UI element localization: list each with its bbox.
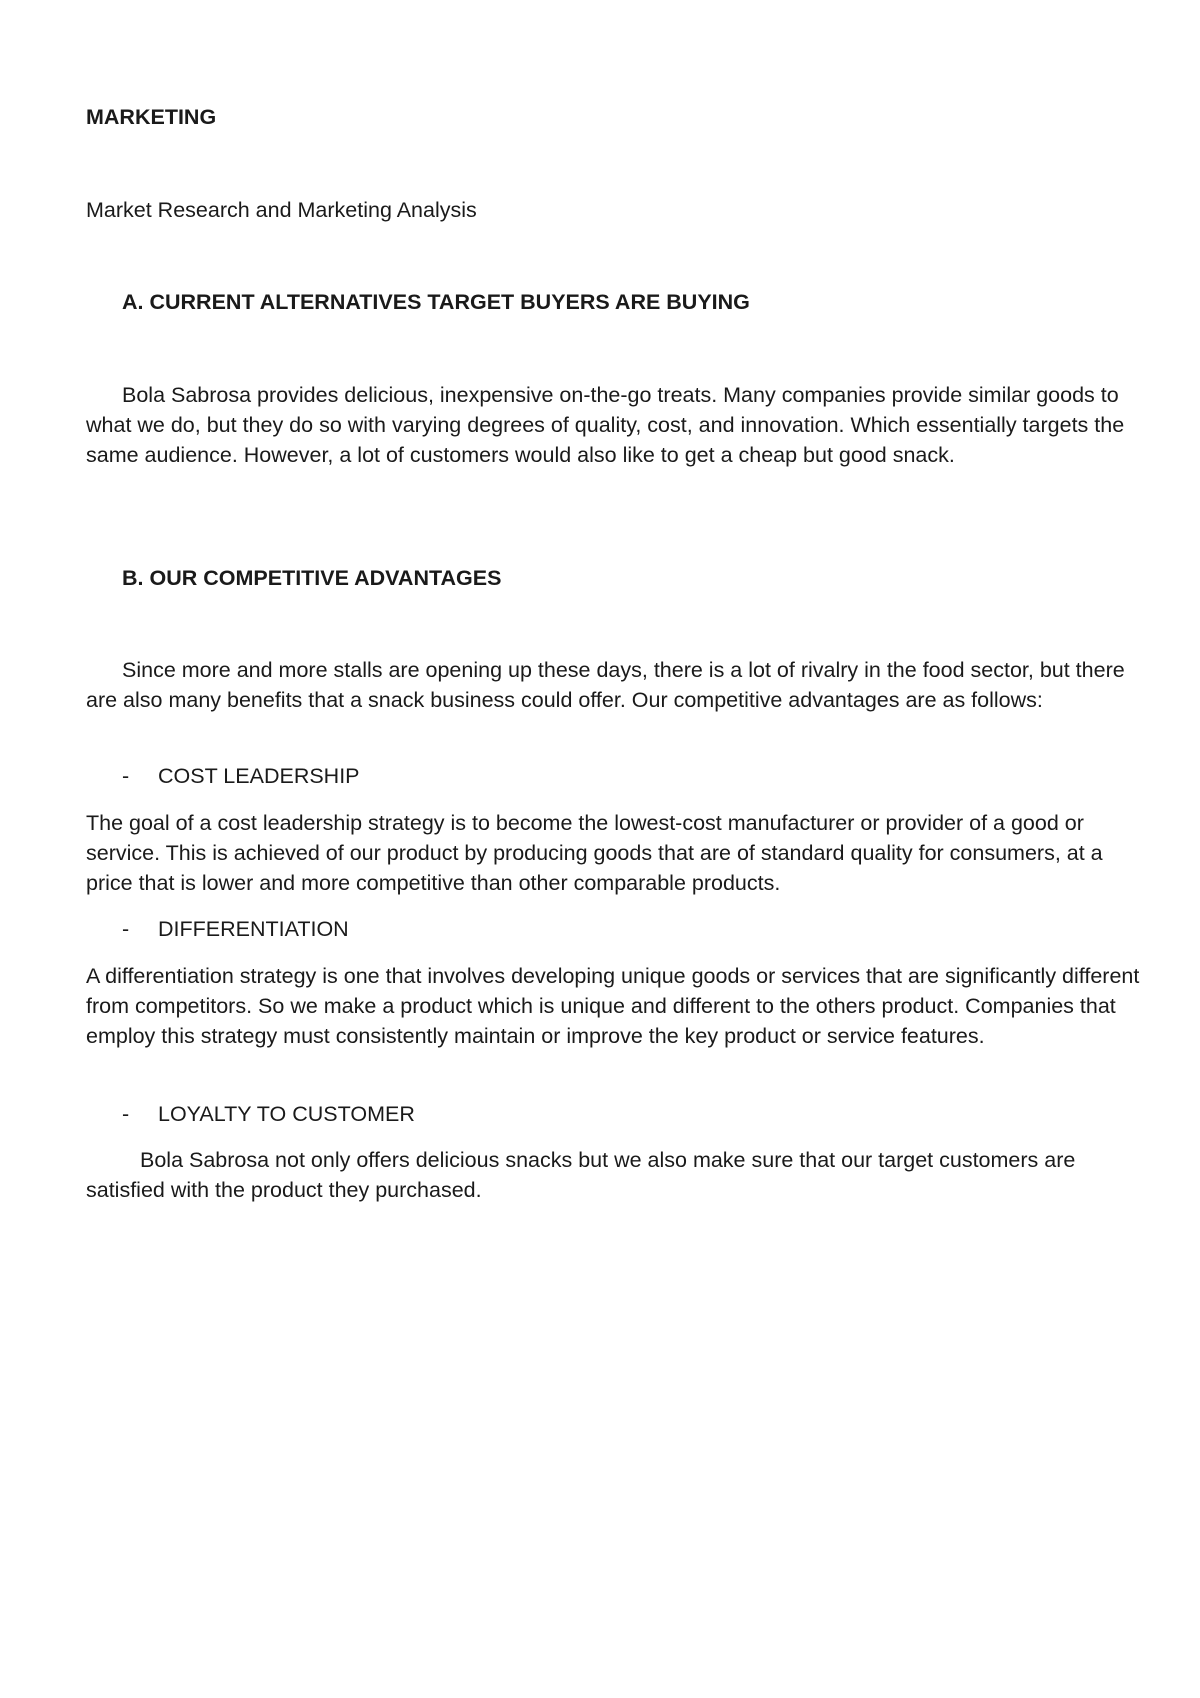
differentiation-body: A differentiation strategy is one that involves developing unique goods or services that are significantly different from competitors. So we make a product which is unique and different to the others product. Companies that employ this strategy must consistently maintain or improve the key product or service features. — [86, 964, 1140, 1048]
loyalty-to-customer-body: Bola Sabrosa not only offers delicious snacks but we also make sure that our target customers are satisfied with the product they purchased. — [86, 1148, 1076, 1202]
bullet-differentiation — [122, 914, 1142, 944]
bullet-label: LOYALTY TO CUSTOMER — [158, 1102, 415, 1126]
bullet-dash: - — [122, 917, 130, 941]
bullet-label: DIFFERENTIATION — [158, 917, 349, 941]
section-b-paragraph: Since more and more stalls are opening up these days, there is a lot of rivalry in the food sector, but there are also many benefits that a snack business could offer. Our competitive advantages are as follows: — [86, 658, 1125, 712]
cost-leadership-body: The goal of a cost leadership strategy is to become the lowest-cost manufacturer or provider of a good or service. This is achieved of our product by producing goods that are of standard quality for consumers, at a price that is lower and more competitive than other comparable products. — [86, 811, 1103, 895]
bullet-label: COST LEADERSHIP — [158, 764, 360, 788]
bullet-dash: - — [122, 1102, 130, 1126]
section-a-paragraph: Bola Sabrosa provides delicious, inexpensive on-the-go treats. Many companies provide similar goods to what we do, but they do so with varying degrees of quality, cost, and innovation. Which essentially targets the same audience. However, a lot of customers would also like to get a cheap but good snack. — [86, 383, 1125, 467]
section-a-heading: A. CURRENT ALTERNATIVES TARGET BUYERS ARE BUYING — [122, 290, 750, 314]
bullet-cost-leadership — [122, 761, 1142, 791]
document-title: MARKETING — [86, 105, 217, 129]
bullet-dash: - — [122, 764, 130, 788]
section-b-heading: B. OUR COMPETITIVE ADVANTAGES — [122, 566, 502, 590]
document-subtitle: Market Research and Marketing Analysis — [86, 198, 477, 222]
bullet-loyalty-to-customer — [122, 1099, 1142, 1129]
